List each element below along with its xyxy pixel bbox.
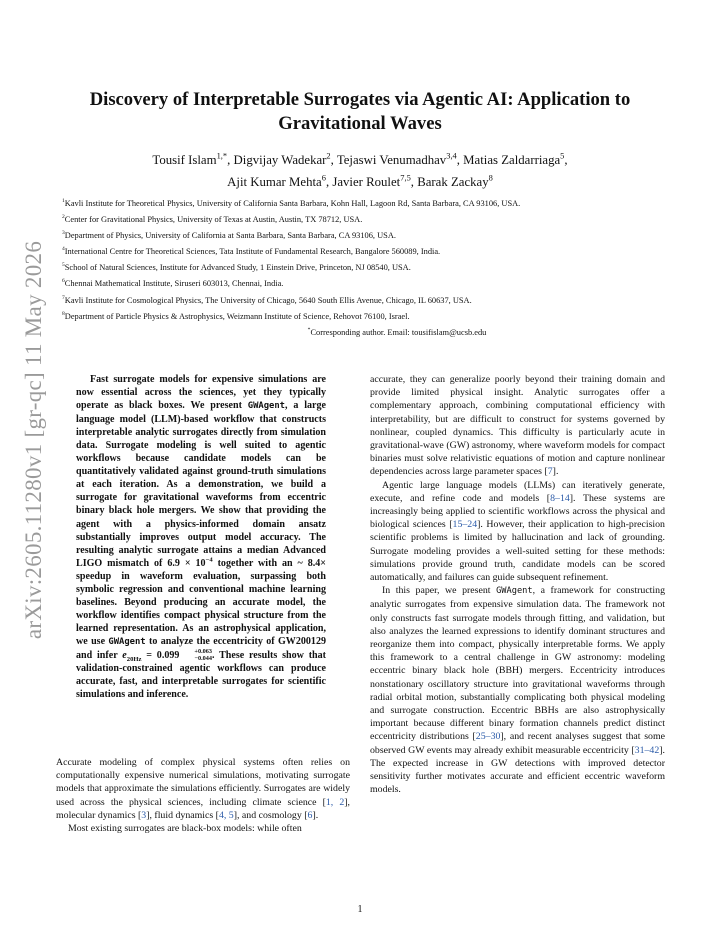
author: Tousif Islam$^{1,*}$ <box>152 150 228 167</box>
citation-link[interactable]: 3 <box>141 809 147 821</box>
agent-name: GWAgent <box>108 636 146 647</box>
arxiv-identifier: arXiv:2605.11280v1 [gr-qc] 11 May 2026 <box>21 240 46 640</box>
corresponding-author: *Corresponding author. Email: tousifislam@ucsb.edu <box>307 326 487 337</box>
affiliation: $^6$Chennai Mathematical Institute, Siruseri 603013, Chennai, India. <box>62 278 284 289</box>
affiliation: $^2$Center for Gravitational Physics, University of Texas at Austin, Austin, TX 78712, USA. <box>62 214 363 225</box>
citation-link[interactable]: 8–14 <box>550 492 570 504</box>
affiliation: $^4$International Centre for Theoretical Sciences, Tata Institute of Fundamental Research, Bangalore 560089, India. <box>62 246 441 257</box>
affiliation: $^1$Kavli Institute for Theoretical Physics, University of California Santa Barbara, Kohn Hall, Lagoon Rd, Santa Barbara, CA 93106, USA. <box>62 198 521 208</box>
body-right-column <box>370 373 665 797</box>
body-left-column <box>56 756 350 835</box>
author: Matias Zaldarriaga$^5$ <box>463 150 565 167</box>
paper-title: Discovery of Interpretable Surrogates via Agentic AI: Application to Gravitational Waves <box>89 89 631 134</box>
paragraph: Most existing surrogates are black-box models: while often <box>68 823 302 835</box>
page-number: 1 <box>357 904 363 915</box>
citation-link[interactable]: 6 <box>307 809 313 821</box>
affiliation: $^7$Kavli Institute for Cosmological Physics, The University of Chicago, 5640 South Ellis Avenue, Chicago, IL 60637, USA. <box>62 294 472 305</box>
affiliation: $^5$School of Natural Sciences, Institute for Advanced Study, 1 Einstein Drive, Princeton, NJ 08540, USA. <box>62 262 411 273</box>
paragraph: Accurate modeling of complex physical systems often relies on computationally expensive numerical simulations, motivating surrogate models that approximate the simulations efficiently. Surrogates are widely used across the physical sciences, including climate science [1, 2], molecular dynamics [3], fluid dynamics [4, 5], and cosmology [6]. <box>56 757 351 821</box>
citation-link[interactable]: 1, 2 <box>325 796 345 808</box>
affiliations <box>62 196 672 341</box>
eccentricity-value: $e_{20Hz} = 0.099$ +0.063 −0.044 <box>122 648 212 663</box>
affiliation: $^8$Department of Particle Physics & Astrophysics, Weizmann Institute of Science, Rehovot 76100, Israel. <box>62 310 410 321</box>
citation-link[interactable]: 7 <box>547 466 553 478</box>
paragraph: In this paper, we present GWAgent, a framework for constructing analytic surrogates from expensive simulation data. The framework not only constructs fast surrogate models through fitting, and validation, but also analyzes the learned expressions to identify dominant structures and reorganize them into compact, physically interpretable forms. We apply this framework to a central challenge in GW astronomy: modeling eccentric binary black hole (BBH) mergers. Eccentricity introduces nonstationary oscillatory structure into gravitational waveforms through radial orbital motion, substantially complicating both physical modeling and surrogate construction. Eccentric BBHs are also astrophysically important because different binary formation channels predict distinct eccentricity distributions [25–30], and recent analyses suggest that some observed GW events may already exhibit measurable eccentricity [31–42]. The expected increase in GW detections with improved detector sensitivity further motivates accurate and efficient eccentric waveform models. <box>370 585 665 796</box>
abstract: Fast surrogate models for expensive simulations are now essential across the sciences, yet they typically operate as black boxes. We present GWAgent, a large language model (LLM)-based workflow that constructs interpretable analytic surrogates directly from simulation data. Surrogate modeling is well suited to agentic workflows because candidate models can be quantitatively validated against ground-truth simulations at each iteration. As a demonstration, we build a surrogate for gravitational waveforms from eccentric binary black hole mergers. We show that providing the agent with a physics-informed domain ansatz substantially improves output model accuracy. The resulting analytic surrogate attains a median Advanced LIGO mismatch of $6.9 \times 10^{-4}$ together with an ~ 8.4× speedup in waveform evaluation, surpassing both symbolic regression and conventional machine learning baselines. Beyond producing an accurate model, the workflow identifies compact physical structure from the learned representation. As an astrophysical application, we use GWAgent to analyze the eccentricity of GW200129 and infer $e_{20Hz} = 0.099$ +0.063 −0.044 . These results show that validation-constrained agentic workflows can produce accurate, fast, and interpretable surrogates for scientific simulations and inference. <box>76 374 327 701</box>
agent-name: GWAgent <box>247 401 285 412</box>
citation-link[interactable]: 31–42 <box>634 744 660 756</box>
author: Ajit Kumar Mehta$^6$ <box>227 172 326 189</box>
author: Tejaswi Venumadhav$^{3,4}$ <box>336 150 457 167</box>
agent-name: GWAgent <box>496 586 533 597</box>
mismatch-value: $6.9 \times 10^{-4}$ <box>167 556 213 569</box>
citation-link[interactable]: 15–24 <box>452 519 478 531</box>
citation-link[interactable]: 4, 5 <box>218 809 234 821</box>
citation-link[interactable]: 25–30 <box>475 731 501 743</box>
author: Digvijay Wadekar$^2$ <box>233 150 331 167</box>
author: Barak Zackay$^8$ <box>417 172 493 189</box>
paragraph: Agentic large language models (LLMs) can iteratively generate, execute, and refine code and models [8–14]. These systems are increasingly being applied to scientific workflows across the physical and biological sciences [15–24]. However, their application to high-precision scientific problems is limited by hallucination and lack of grounding. Surrogate modeling provides a well-suited setting for these methods: simulations provide ground truth, candidate models can be scored automatically, and failures can guide subsequent refinement. <box>370 479 665 584</box>
affiliation: $^3$Department of Physics, University of California at Santa Barbara, Santa Barbara, CA 93106, USA. <box>62 230 396 241</box>
author: Javier Roulet$^{7,5}$ <box>332 172 411 189</box>
paragraph: accurate, they can generalize poorly beyond their training domain and provide limited physical insight. Analytic surrogates offer a complementary approach, combining computational efficiency with interpretability, but are difficult to construct for systems governed by nonlinear, coupled dynamics. This difficulty is particularly acute in gravitational-wave (GW) astronomy, where waveform models for compact binaries must solve relativistic equations of motion and capture nonlinear dependencies across large parameter spaces [7]. <box>370 374 665 478</box>
author-list: Tousif Islam$^{1,*}$, Digvijay Wadekar$^2$, Tejaswi Venumadhav$^{3,4}$, Matias Zaldarriaga$^5$, Ajit Kumar Mehta$^6$, Javier Roulet$^{7,5}$, Barak Zackay$^8$ <box>152 150 568 189</box>
